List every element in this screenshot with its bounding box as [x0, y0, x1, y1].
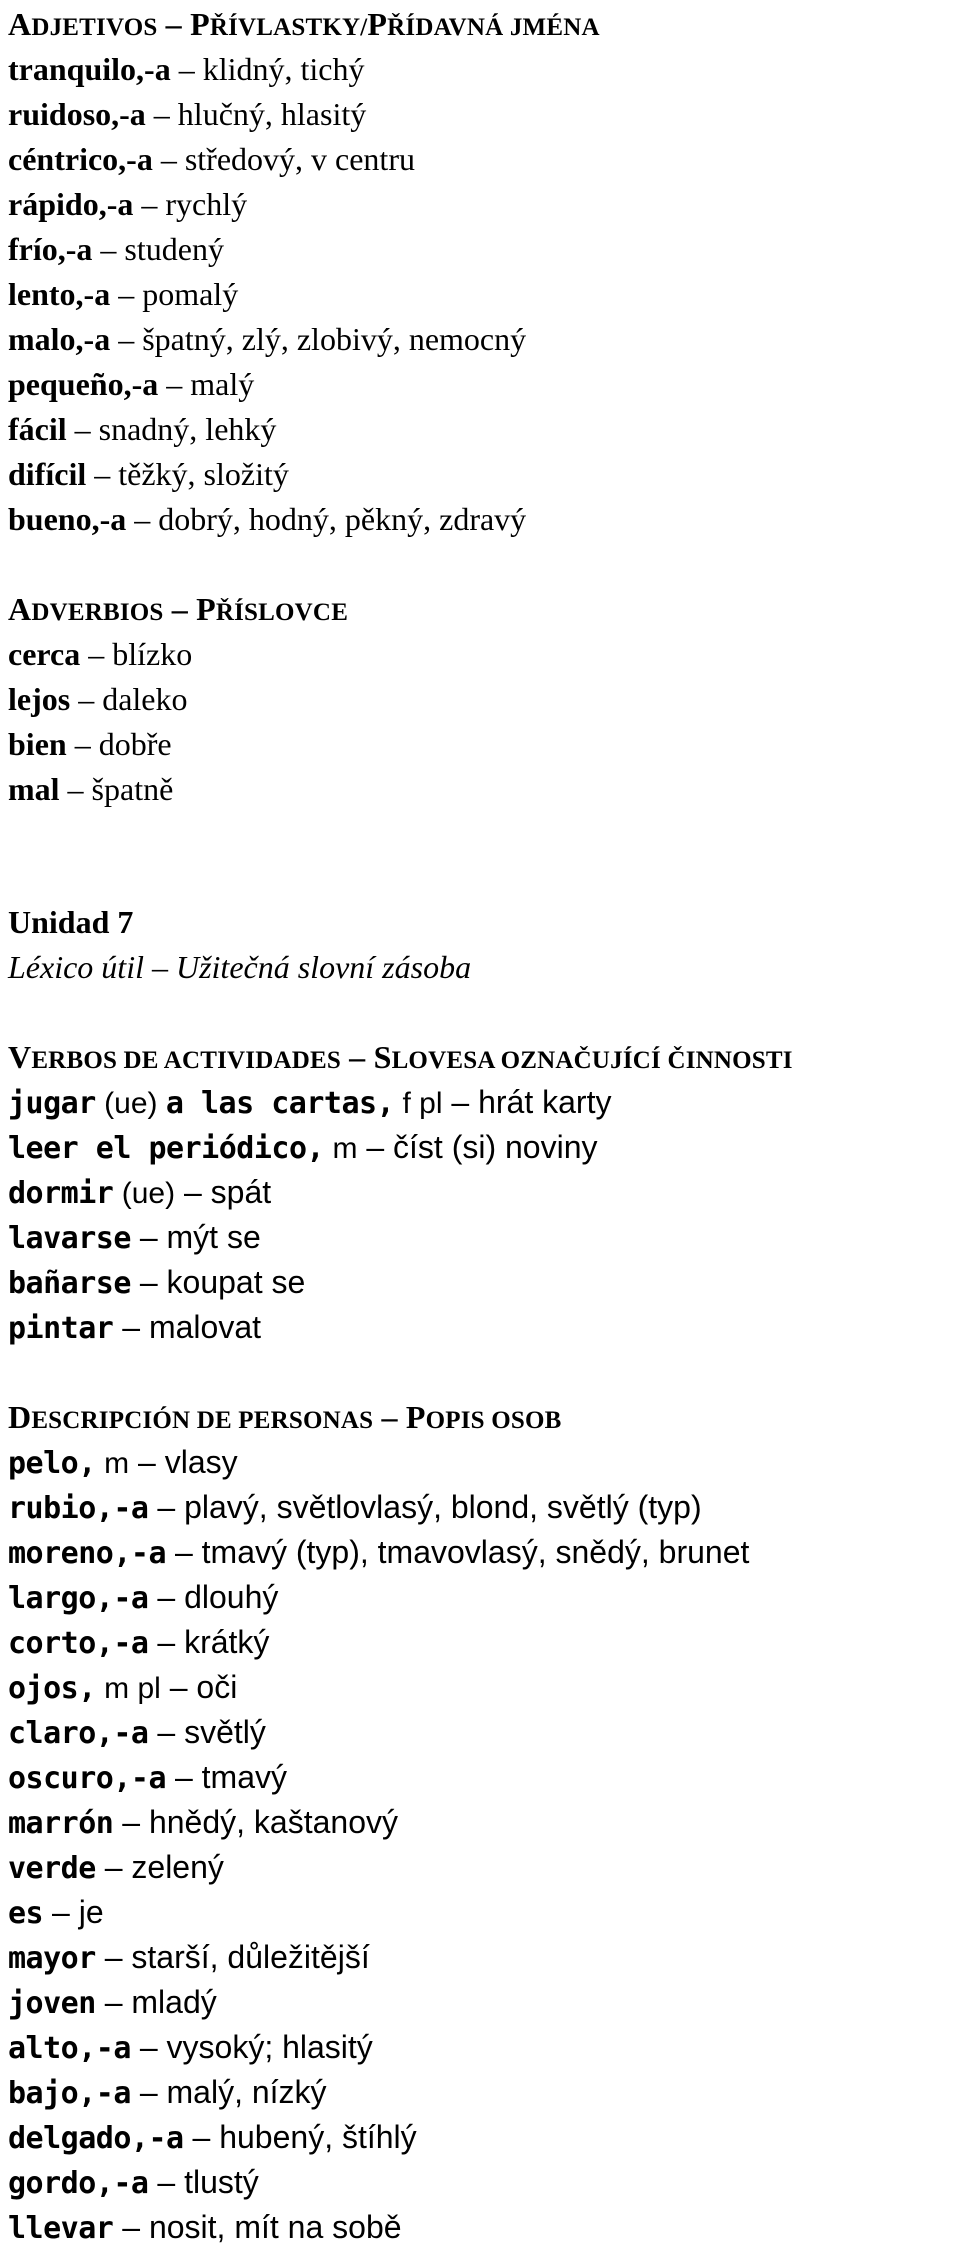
grammar-note: m [324, 1132, 358, 1165]
separator-dash: – [175, 1174, 211, 1210]
separator-dash: – [170, 51, 203, 87]
separator-dash: – [183, 2119, 220, 2155]
vocab-translation: tlustý [184, 2164, 259, 2200]
separator-dash: – [130, 1219, 167, 1255]
separator-dash: – [158, 366, 191, 402]
vocab-entry [8, 1440, 960, 1485]
vocab-translation: středový, v centru [184, 141, 415, 177]
vocab-word: cerca [8, 636, 81, 672]
section-heading-adjetivos: ADJETIVOS – PŘÍVLASTKY/PŘÍDAVNÁ JMÉNA [8, 6, 600, 42]
separator-dash: – [148, 1489, 185, 1525]
vocabulary-list-adjetivos [8, 47, 960, 542]
vocab-translation: studený [124, 231, 224, 267]
vocab-entry [8, 1125, 960, 1170]
vocab-word: bajo,-a [8, 2076, 131, 2111]
vocab-entry [8, 1305, 960, 1350]
separator-dash: – [59, 771, 92, 807]
separator-dash: – [148, 1714, 185, 1750]
vocab-entry [8, 1665, 960, 1710]
vocab-word: rubio,-a [8, 1491, 149, 1526]
vocab-word: delgado,-a [8, 2121, 184, 2156]
vocab-word: gordo,-a [8, 2166, 149, 2201]
separator-dash: – [66, 411, 99, 447]
vocab-word: claro,-a [8, 1716, 149, 1751]
vocab-word: dormir [8, 1176, 114, 1211]
vocab-translation: spát [210, 1174, 272, 1210]
vocab-entry [8, 1845, 960, 1890]
vocab-translation: hnědý, kaštanový [148, 1804, 398, 1840]
separator-dash: – [129, 1444, 165, 1480]
section-heading-personas: DESCRIPCIÓN DE PERSONAS – POPIS OSOB [8, 1399, 562, 1435]
separator-dash: – [113, 2209, 149, 2245]
vocab-word: ruidoso,-a [8, 96, 146, 132]
vocab-entry [8, 2070, 960, 2115]
vocab-translation: číst (si) noviny [393, 1129, 598, 1165]
separator-dash: – [95, 1939, 132, 1975]
vocab-entry [8, 632, 960, 677]
vocabulary-list-verbos [8, 1080, 960, 1350]
separator-dash: – [95, 1849, 132, 1885]
unit-title: Unidad 7 [8, 904, 134, 940]
separator-dash: – [130, 2074, 167, 2110]
vocab-entry [8, 227, 960, 272]
vocab-entry [8, 1980, 960, 2025]
vocab-entry [8, 182, 960, 227]
vocab-translation: dobrý, hodný, pěkný, zdravý [158, 501, 527, 537]
vocab-entry [8, 1620, 960, 1665]
vocab-entry [8, 497, 960, 542]
vocab-translation: daleko [102, 681, 188, 717]
vocab-word: joven [8, 1986, 96, 2021]
separator-dash: – [43, 1894, 79, 1930]
separator-dash: – [70, 681, 103, 717]
separator-dash: – [148, 2164, 185, 2200]
vocab-translation: světlý [184, 1714, 266, 1750]
vocab-translation: klidný, tichý [202, 51, 365, 87]
vocab-word: jugar [8, 1086, 96, 1121]
vocab-translation: snadný, lehký [98, 411, 277, 447]
vocab-word: rápido,-a [8, 186, 134, 222]
separator-dash: – [148, 1579, 185, 1615]
vocab-word: llevar [8, 2211, 114, 2246]
vocab-entry [8, 767, 960, 812]
vocab-translation: krátký [184, 1624, 270, 1660]
vocab-word-continued: a las cartas, [165, 1086, 395, 1121]
separator-dash: – [152, 141, 185, 177]
vocab-entry [8, 317, 960, 362]
vocab-word: largo,-a [8, 1581, 149, 1616]
vocab-word: corto,-a [8, 1626, 149, 1661]
vocab-entry [8, 1890, 960, 1935]
vocab-translation: vysoký; hlasitý [166, 2029, 373, 2065]
vocab-translation: pomalý [142, 276, 239, 312]
vocab-entry [8, 1710, 960, 1755]
separator-dash: – [92, 231, 125, 267]
vocab-entry [8, 92, 960, 137]
vocab-entry [8, 1215, 960, 1260]
vocab-word: tranquilo,-a [8, 51, 171, 87]
vocab-translation: malovat [148, 1309, 261, 1345]
vocab-entry [8, 1260, 960, 1305]
vocab-translation: oči [196, 1669, 238, 1705]
separator-dash: – [442, 1084, 479, 1120]
vocab-word: bueno,-a [8, 501, 127, 537]
vocab-translation: těžký, složitý [118, 456, 289, 492]
vocab-word: bien [8, 726, 67, 762]
vocab-entry [8, 1800, 960, 1845]
vocab-word: mal [8, 771, 60, 807]
vocabulary-list-adverbios [8, 632, 960, 812]
separator-dash: – [357, 1129, 394, 1165]
vocab-translation: zelený [131, 1849, 224, 1885]
vocab-word: lavarse [8, 1221, 131, 1256]
grammar-note: (ue) [95, 1087, 166, 1120]
vocab-entry [8, 677, 960, 722]
separator-dash: – [130, 2029, 167, 2065]
vocab-entry [8, 2205, 960, 2250]
separator-dash: – [166, 1759, 202, 1795]
vocab-word: leer el periódico, [8, 1131, 325, 1166]
vocab-entry [8, 362, 960, 407]
grammar-note: m [95, 1447, 130, 1480]
vocab-word: pelo, [8, 1446, 96, 1481]
vocab-word: es [8, 1896, 44, 1931]
vocabulary-list-personas [8, 1440, 960, 2250]
vocab-word: ojos, [8, 1671, 96, 1706]
vocab-entry [8, 2115, 960, 2160]
vocab-word: alto,-a [8, 2031, 131, 2066]
vocab-word: pequeño,-a [8, 366, 159, 402]
vocab-entry [8, 1080, 960, 1125]
vocab-word: difícil [8, 456, 87, 492]
separator-dash: – [133, 186, 166, 222]
separator-dash: – [113, 1309, 149, 1345]
vocab-translation: nosit, mít na sobě [148, 2209, 402, 2245]
vocab-translation: starší, důležitější [131, 1939, 370, 1975]
vocab-entry [8, 2160, 960, 2205]
vocab-translation: špatný, zlý, zlobivý, nemocný [142, 321, 527, 357]
vocab-word: céntrico,-a [8, 141, 153, 177]
vocab-entry [8, 407, 960, 452]
vocab-translation: dobře [98, 726, 172, 762]
separator-dash: – [86, 456, 119, 492]
vocab-translation: je [78, 1894, 104, 1930]
grammar-note: m pl [95, 1672, 161, 1705]
vocab-word: pintar [8, 1311, 114, 1346]
vocab-word: mayor [8, 1941, 96, 1976]
vocab-translation: dlouhý [184, 1579, 279, 1615]
vocab-entry [8, 1575, 960, 1620]
separator-dash: – [110, 321, 143, 357]
vocab-translation: špatně [91, 771, 174, 807]
vocab-word: verde [8, 1851, 96, 1886]
vocab-entry [8, 722, 960, 767]
vocab-entry [8, 47, 960, 92]
vocab-word: malo,-a [8, 321, 111, 357]
vocab-word: lejos [8, 681, 71, 717]
vocab-word: oscuro,-a [8, 1761, 167, 1796]
vocab-entry [8, 1170, 960, 1215]
separator-dash: – [126, 501, 159, 537]
vocab-translation: koupat se [166, 1264, 306, 1300]
grammar-note: f pl [394, 1087, 443, 1120]
separator-dash: – [66, 726, 99, 762]
vocab-entry [8, 2025, 960, 2070]
vocab-translation: mýt se [166, 1219, 261, 1255]
vocab-entry [8, 452, 960, 497]
vocab-translation: rychlý [165, 186, 248, 222]
separator-dash: – [160, 1669, 197, 1705]
separator-dash: – [148, 1624, 185, 1660]
vocab-entry [8, 1935, 960, 1980]
vocab-translation: malý [190, 366, 255, 402]
vocab-word: fácil [8, 411, 67, 447]
separator-dash: – [113, 1804, 149, 1840]
vocab-translation: hrát karty [478, 1084, 612, 1120]
separator-dash: – [130, 1264, 167, 1300]
separator-dash: – [166, 1534, 202, 1570]
vocab-word: marrón [8, 1806, 114, 1841]
vocab-translation: tmavý (typ), tmavovlasý, snědý, brunet [201, 1534, 750, 1570]
separator-dash: – [80, 636, 113, 672]
vocab-entry [8, 1530, 960, 1575]
vocab-translation: vlasy [164, 1444, 238, 1480]
vocab-translation: hubený, štíhlý [219, 2119, 417, 2155]
vocab-translation: malý, nízký [166, 2074, 327, 2110]
vocab-entry [8, 272, 960, 317]
vocab-translation: tmavý [201, 1759, 287, 1795]
vocab-word: frío,-a [8, 231, 93, 267]
separator-dash: – [110, 276, 143, 312]
vocab-translation: mladý [131, 1984, 217, 2020]
vocab-entry [8, 1485, 960, 1530]
section-heading-adverbios: ADVERBIOS – PŘÍSLOVCE [8, 591, 349, 627]
unit-subtitle: Léxico útil – Užitečná slovní zásoba [8, 949, 472, 985]
vocab-translation: plavý, světlovlasý, blond, světlý (typ) [184, 1489, 702, 1525]
vocab-translation: blízko [112, 636, 193, 672]
vocab-entry [8, 1755, 960, 1800]
section-heading-verbos: VERBOS DE ACTIVIDADES – SLOVESA OZNAČUJÍCÍ ČINNOSTI [8, 1039, 793, 1075]
separator-dash: – [95, 1984, 132, 2020]
grammar-note: (ue) [113, 1177, 176, 1210]
vocab-word: lento,-a [8, 276, 111, 312]
vocab-word: bañarse [8, 1266, 131, 1301]
vocab-translation: hlučný, hlasitý [177, 96, 367, 132]
vocab-word: moreno,-a [8, 1536, 167, 1571]
separator-dash: – [145, 96, 178, 132]
vocab-entry [8, 137, 960, 182]
